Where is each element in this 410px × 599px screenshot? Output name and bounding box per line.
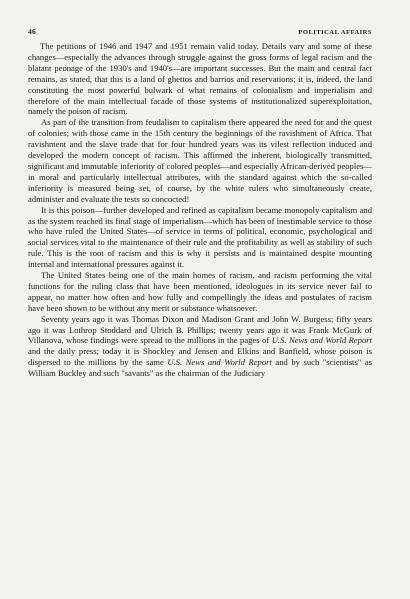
text-run: It is this poison—further developed and refined as capitalism became monopoly capitalism and as the system reached its final stage of imperialism—which has been of inestimable service to those who have ruled the United States—of service in terms of political, economic, psychological and social services vital to the maintenance of their rule and the profitability as well as stability of such rule. This is the root of racism and this is why it persists and is maintained despite mounting internal and international pressures against it. — [28, 204, 372, 270]
running-header — [28, 27, 372, 37]
paragraph — [28, 314, 372, 379]
text-run: As part of the transition from feudalism to capitalism there appeared the need for and the quest of colonies; with those came in the 15th century the beginnings of the ravishment of Africa. That ravishment and the slave trade that for four hundred years was its vilest reflection induced and developed the modern concept of racism. This affirmed the inherent, biologically transmitted, significant and immutable inferiority of colored peoples—and especially African-derived peoples—in moral and particularly intellectual attributes, with the standard against which the so-called inferiority is measured being set, of course, by the white rulers who simultaneously create, administer and evaluate the tests so concocted! — [28, 117, 372, 204]
text-run: and the daily press; today it is Shockley and Jensen and Elkins and Banfield, whose poison is dispersed to the millions by the same — [28, 346, 372, 368]
journal-title: POLITICAL AFFAIRS — [298, 29, 372, 36]
paragraph — [28, 41, 372, 117]
text-run: Seventy years ago it was Thomas Dixon and Madison Grant and John W. Burgess; fifty years ago it was Lothrop Stoddard and Ulrich B. Phillips; twenty years ago it was Frank McGurk of Villanova, whose findings were spread to the millions in the pages of — [28, 313, 372, 346]
text-run: The petitions of 1946 and 1947 and 1951 remain valid today. Details vary and some of these changes—especially the advances through struggle against the gross forms of legal racism and the blatant peonage of the 1930's and 1940's—are important successes. But the main and central fact remains, as stated, that this is a land of ghettos and barrios and reservations; it is, indeed, the land constituting the most powerful bulwark of what remains of colonialism and imperialism and therefore of the main intellectual facade of those systems of institutionalized superexploitation, namely the poison of racism. — [28, 41, 372, 117]
text-run: and by such "scientists" as William Buckley and such "savants" as the chairman of the Judiciary — [28, 357, 372, 379]
paragraph — [28, 270, 372, 314]
italic-title: U.S. News and World Report — [167, 357, 272, 368]
paragraph — [28, 117, 372, 204]
paragraph — [28, 205, 372, 270]
body-text — [28, 41, 372, 379]
italic-title: U.S. News and World Report — [271, 335, 372, 346]
page-number: 46 — [28, 27, 36, 36]
text-run: The United States being one of the main homes of racism, and racism performing the vital functions for the ruling class that have been mentioned, ideologues in its service never fail to appear, no matter how often and how fully and compellingly the ideas and postulates of racism have been shown to be without any merit or substance whatsoever. — [28, 270, 372, 313]
